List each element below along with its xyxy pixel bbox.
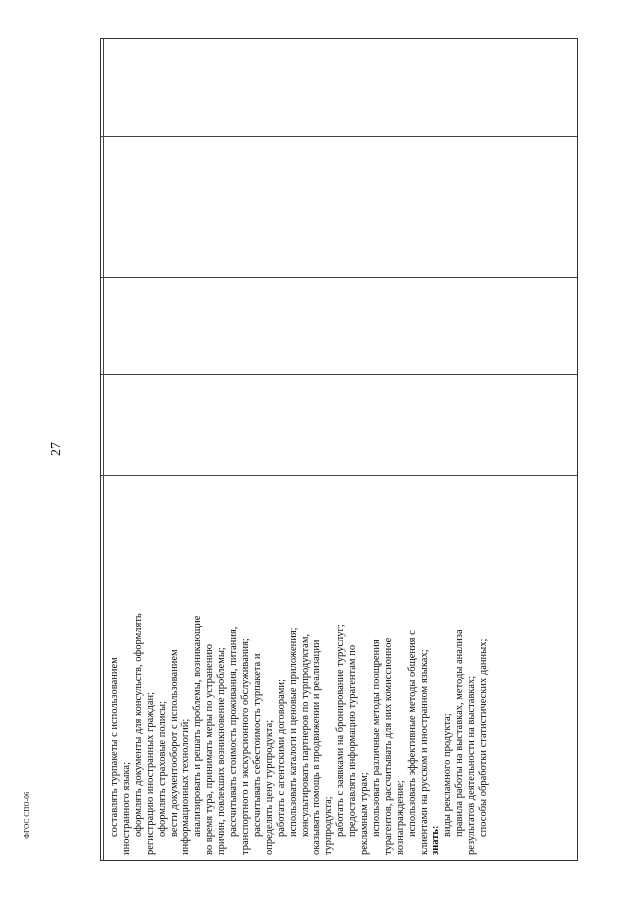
skills-line: турпродукта; <box>323 796 335 855</box>
skills-line: рассчитывать стоимость проживания, питания, <box>228 626 240 837</box>
skills-line: турагентов, рассчитывать для них комиссионное <box>382 637 394 855</box>
row-divider-1 <box>101 136 577 137</box>
skills-line: использовать различные методы поощрения <box>370 639 382 837</box>
document-code: ФГОС СПО-06 <box>23 791 31 839</box>
row-divider-2 <box>101 277 577 278</box>
skills-cell <box>103 541 578 861</box>
skills-line: использовать каталоги и ценовые приложения; <box>287 627 299 837</box>
skills-line: регистрацию иностранных граждан; <box>144 691 156 855</box>
skills-line: правила работы на выставках, методы анализа <box>454 629 466 837</box>
skills-line: во время тура, принимать меры по устранению <box>204 644 216 855</box>
skills-line: использовать эффективные методы общения с <box>406 630 418 837</box>
skills-line: виды рекламного продукта; <box>442 713 454 837</box>
skills-line: рекламным турам; <box>359 772 371 855</box>
page-number: 27 <box>49 442 64 456</box>
skills-line: анализировать и решать проблемы, возникающие <box>192 615 204 837</box>
skills-line: оформлять страховые полисы; <box>156 700 168 837</box>
skills-line: транспортного и экскурсионного обслуживания; <box>239 638 251 855</box>
skills-line: рассчитывать себестоимость турпакета и <box>251 653 263 837</box>
skills-line: результатов деятельности на выставках; <box>466 675 478 855</box>
skills-line: клиентами на русском и иностранном языках; <box>418 649 430 855</box>
skills-line: способы обработки статистических данных; <box>478 638 490 837</box>
skills-line: причин, повлекших возникновение проблемы; <box>216 647 228 855</box>
skills-line: работать с заявками на бронирование туруслуг; <box>335 624 347 837</box>
skills-line: вести документооборот с использованием <box>168 649 180 837</box>
skills-line: вознаграждение; <box>394 780 406 855</box>
skills-line: работать с агентскими договорами; <box>275 679 287 837</box>
skills-line: информационных технологий; <box>180 718 192 855</box>
skills-line: знать: <box>430 825 442 855</box>
skills-line: иностранного языка; <box>120 762 132 855</box>
row-divider-4 <box>101 475 577 476</box>
skills-line: консультировать партнеров по турпродуктам, <box>299 633 311 837</box>
skills-line: предоставлять информацию турагентам по <box>347 644 359 837</box>
skills-line: оформлять документы для консульств, оформлять <box>132 613 144 837</box>
skills-line: оказывать помощь в продвижении и реализации <box>311 639 323 855</box>
skills-line: определять цену турпродукта; <box>263 719 275 855</box>
skills-line: составлять турпакеты с использованием <box>109 657 120 837</box>
row-divider-3 <box>101 374 577 375</box>
